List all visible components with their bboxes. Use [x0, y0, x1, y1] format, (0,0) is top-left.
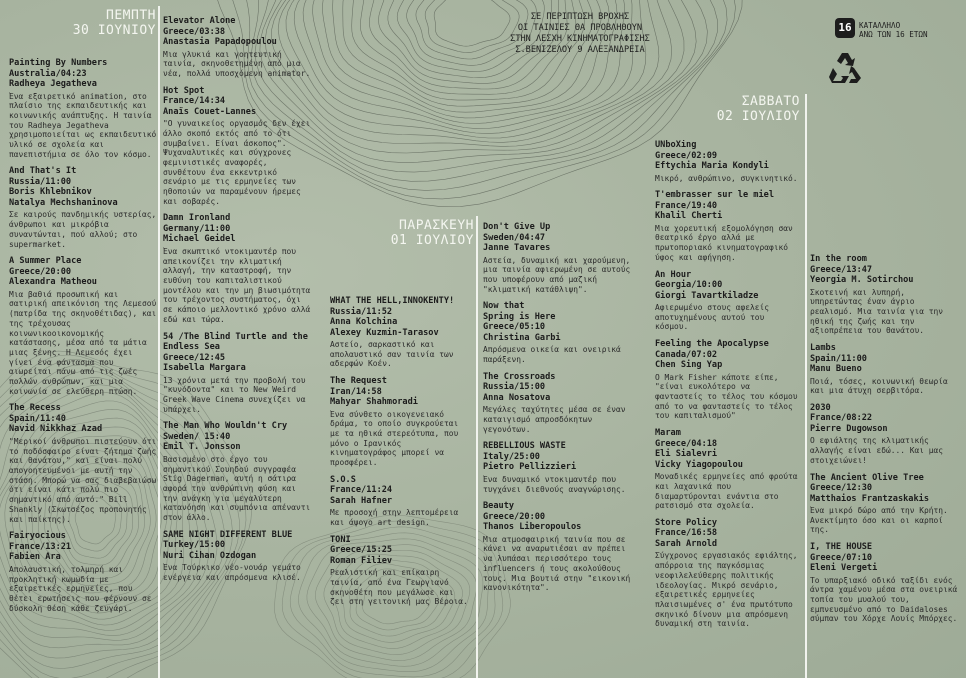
film-title: Beauty: [483, 501, 515, 512]
film-entry: [330, 535, 472, 607]
film-title: 2030: [810, 402, 831, 413]
film-title: REBELLIOUS WASTE: [483, 441, 566, 452]
film-entry: [163, 213, 313, 324]
film-meta: Spain/11:40: [9, 413, 66, 424]
film-director: Fabien Ara: [9, 552, 61, 563]
film-meta: Canada/07:02: [655, 349, 718, 360]
film-description: Το υπαρξιακό οδικό ταξίδι ενός άντρα χαμένου μέσα στα ονειρικά τοπία του μυαλού του, εμπνευσμένο από το Daidaloses σύμπαν του Χόρχε Λουίς Μπόρχες.: [810, 575, 958, 624]
film-director: Yeorgia M. Sotirchou: [810, 275, 914, 285]
day-name: ΣΑΒΒΑΤΟ: [741, 94, 800, 109]
film-description: Απολαυστική, τολμηρή και προκλητική κωμωδία με εξαιρετικές ερμηνείες, που θέτει ερωτήσεις που φέρνουν σε δύσκολη θέση κάθε ζευγάρι.: [9, 564, 152, 613]
film-meta: Greece/04:18: [655, 438, 718, 449]
film-description: Ένα σκωπτικό ντοκιμαντέρ που απεικονίζει την κλιματική αλλαγή, την καταστροφή, την ευθύνη του καπιταλιστικού μοντέλου και την μη βιωσιμότητα του τρέχοντος συστήματος, όχι σε κάποιο μελλοντικό χρόνο αλλά εδώ και τώρα.: [163, 246, 311, 324]
film-entry: [655, 518, 800, 629]
notice-line: ΟΙ ΤΑΙΝΙΕΣ ΘΑ ΠΡΟΒΛΗΘΟΥΝ: [517, 23, 643, 33]
column-thursday-left: [9, 58, 157, 678]
film-entry: [483, 222, 633, 294]
film-meta: Australia/04:23: [9, 68, 87, 79]
film-meta: Greece/12:45: [163, 352, 226, 363]
film-director: Chen Sing Yap: [655, 360, 723, 371]
film-meta: Iran/14:58: [330, 386, 382, 397]
film-description: Αφιερωμένο στους αφελείς αποτυχημένους αυτού του κόσμου.: [655, 303, 770, 332]
film-meta: Turkey/15:00: [163, 540, 226, 551]
film-meta: Italy/25:00: [483, 451, 540, 462]
film-title: The Recess: [9, 403, 61, 414]
recycle-icon: [828, 50, 862, 84]
age-rating-text: [859, 21, 966, 39]
film-description: Μια βαθιά προσωπική και σατιρική απεικόνιση της Λεμεσού (πατρίδα της σκηνοθέτιδας), και της τρέχουσας κοινωνικοοικονομικής κατάστασης, μέσα από τα μάτια μιας ξένης. Η Λεμεσός έχει γίνει ένα φάντασμα που αιωρείται πάνω από τις ζωές πολλών ανθρώπων, και μια κοινωνία σε ελεύθερη πτώση.: [9, 289, 157, 396]
film-description: Σε καιρούς πανδημικής υστερίας, άνθρωποι και μικρόβια συναντώνται, πού αλλού; στο supermarket.: [9, 210, 157, 249]
film-description: Σύγχρονος εργασιακός εφιάλτης, απόρροια της παγκόσμιας νεοφιλελεύθερης πολιτικής ιδεολογίας. Μικρό σενάριο, εξαιρετικές ερμηνείες πλαισιωμένες σ' ένα πρωτότυπο σκηνικό δίνουν μια απρόσμενη δυναμική στη ταινία.: [655, 551, 798, 629]
divider-saturday: [805, 94, 807, 678]
film-director: Sarah Arnold: [655, 538, 718, 549]
film-director: Matthaios Frantzaskakis: [810, 493, 929, 504]
film-description: Αστείο, σαρκαστικό και απολαυστικό σαν ταινία των αδερφών Κοέν.: [330, 340, 454, 369]
film-entry: [163, 530, 313, 583]
age-rating-badge: 16: [835, 18, 855, 38]
film-title: In the room: [810, 254, 867, 264]
film-description: Ένα εξαιρετικό animation, στο πλαίσιο της εκπαιδευτικής και κοινωνικής ανάπτυξης. Η ταινία του Radheya Jegatheva χρησιμοποιείται ως εκπαιδευτικό υλικό σε σχολεία και πανεπιστήμια σε όλο τον κόσμο.: [9, 91, 157, 159]
film-director: Mahyar Shahmoradi: [330, 397, 418, 408]
film-title: A Summer Place: [9, 256, 82, 267]
film-director: Eftychia Maria Kondyli: [655, 161, 769, 171]
film-meta: France/13:21: [9, 541, 72, 552]
film-entry: [655, 428, 800, 511]
notice-line: ΣΕ ΠΕΡΙΠΤΩΣΗ ΒΡΟΧΗΣ: [530, 12, 630, 22]
film-meta: France/19:40: [655, 200, 718, 211]
film-director: Pietro Pellizzieri: [483, 462, 577, 473]
film-description: Μικρό, ανθρώπινο, συγκινητικό.: [655, 173, 798, 183]
column-saturday-right: [810, 254, 962, 678]
film-title: Elevator Alone: [163, 16, 236, 26]
film-title: And That's It: [9, 166, 77, 177]
film-meta: Russia/11:52: [330, 306, 393, 317]
film-director: Janne Tavares: [483, 243, 551, 253]
film-entry: [9, 58, 157, 159]
film-meta: Russia/11:00: [9, 176, 72, 187]
film-meta: Sweden/ 15:40: [163, 431, 231, 442]
age-rating-line: ΑΝΩ ΤΩΝ 16 ΕΤΩΝ: [859, 30, 928, 39]
film-entry: [655, 190, 800, 262]
film-director: Manu Bueno: [810, 364, 862, 375]
film-title: WHAT THE HELL,INNOKENTY!: [330, 296, 455, 306]
film-director: Anna Nosatova: [483, 392, 551, 403]
film-director: Nuri Cihan Ozdogan: [163, 550, 257, 561]
film-meta: France/08:22: [810, 413, 873, 424]
column-thursday-right: [163, 16, 313, 678]
film-meta: Greece/20:00: [483, 511, 546, 522]
film-description: Ένα δυναμικό ντοκιμαντέρ που τυγχάνει διεθνούς αναγνώρισης.: [483, 474, 626, 494]
film-meta: Greece/03:38: [163, 26, 226, 37]
film-title: SAME NIGHT DIFFERENT BLUE: [163, 529, 293, 540]
film-description: "Μερικοί άνθρωποι πιστεύουν ότι το ποδόσφαιρο είναι ζήτημα ζωής και θανάτου," και είναι πολύ απογοητευμένοι με αυτή την στάση. Μπορώ να σας διαβεβαιώσω ότι είναι κάτι πολύ πιο σημαντικό από αυτό." Bill Shankly (Σκωτσέζος προπονητής και παίκτης).: [9, 436, 157, 524]
film-entry: [163, 332, 313, 415]
film-director: Anastasia Papadopoulou: [163, 37, 277, 47]
film-meta: Spain/11:00: [810, 353, 867, 364]
film-description: Ένα Τούρκικο νέο-νουάρ γεμάτο ενέργεια και απρόσμενα κλισέ.: [163, 563, 301, 582]
column-friday-right: [483, 222, 633, 678]
film-title: An Hour: [655, 269, 692, 280]
film-entry: [810, 254, 962, 336]
film-entry: [163, 86, 313, 207]
film-entry: [330, 296, 472, 369]
film-director: Pierre Dugowson: [810, 423, 888, 434]
film-title: Damn Ironland: [163, 213, 231, 224]
notice-line: Σ.ΒΕΝΙΖΕΛΟΥ 9 ΑΛΕΞΑΝΔΡΕΙΑ: [515, 45, 645, 55]
film-meta: Sweden/04:47: [483, 232, 546, 243]
film-entry: [810, 542, 962, 624]
film-meta: France/11:24: [330, 485, 393, 496]
film-title: Maram: [655, 428, 681, 439]
film-entry: [9, 256, 157, 396]
film-director: Michael Geidel: [163, 234, 236, 245]
film-description: Απρόσμενα οικεία και ονειρικά παράξενη.: [483, 345, 621, 365]
film-entry: [483, 501, 633, 593]
film-director: Navid Nikkhaz Azad: [9, 424, 103, 435]
film-director: Sarah Hafner: [330, 495, 393, 506]
film-director: Anaïs Couet-Lannes: [163, 106, 257, 117]
film-description: Ποιά, τόσες, κοινωνική θεωρία και μια άτυχη σερβιτόρα.: [810, 376, 948, 396]
film-entry: [655, 140, 800, 183]
film-description: Μια ατμοσφαιρική ταινία που σε κάνει να αναρωτιέσαι αν πρέπει να λυπάσαι περισσότερο τους influencers ή τους ακολούθους τους. Μια βουτιά στην "εικονική κανονικότητα".: [483, 534, 631, 593]
day-name: ΠΕΜΠΤΗ: [106, 8, 156, 23]
film-entry: [330, 376, 472, 468]
film-director: Roman Filiev: [330, 555, 393, 566]
film-title: Store Policy: [655, 517, 718, 528]
film-entry: [9, 531, 157, 613]
film-director: Emil T. Jonsson: [163, 442, 241, 453]
film-director: Boris Khlebnikov Natalya Mechshaninova: [9, 187, 118, 208]
film-title: 54 /The Blind Turtle and the Endless Sea: [163, 331, 308, 353]
day-date: 02 ΙΟΥΛΙΟΥ: [716, 109, 800, 124]
film-entry: [9, 403, 157, 524]
film-director: Christina Garbi: [483, 332, 561, 343]
film-title: S.O.S: [330, 474, 356, 485]
column-saturday-left: [655, 140, 800, 678]
day-name: ΠΑΡΑΣΚΕΥΗ: [399, 218, 474, 233]
film-description: Μοναδικές ερμηνείες από φρούτα και λαχανικά που διαμαρτύρονται ενάντια στο ρατσισμό στα σχολεία.: [655, 472, 798, 511]
film-description: Μια χορευτική εξομολόγηση σαν θεατρικό έργο αλλά με πρωτοποριακό κινηματογραφικό ύφος και αφήγηση.: [655, 223, 793, 262]
film-title: Hot Spot: [163, 85, 205, 96]
film-title: Don't Give Up: [483, 222, 551, 232]
day-date: 01 ΙΟΥΛΙΟΥ: [390, 233, 474, 248]
film-title: Painting By Numbers: [9, 58, 108, 68]
film-entry: [655, 339, 800, 421]
film-description: Αστεία, δυναμική και χαρούμενη, μια ταινία αφιερωμένη σε αυτούς που υποφέρουν από μαζική "κλιματική κατάθλιψη".: [483, 255, 631, 294]
film-meta: Greece/20:00: [9, 266, 72, 277]
film-description: Ρεαλιστική και επίκαιρη ταινία, από ένα Γεωργιανό σκηνοθέτη που μεγάλωσε και ζει στη γειτονική μας Βέροια.: [330, 568, 468, 607]
film-entry: [483, 301, 633, 364]
film-entry: [810, 343, 962, 396]
film-meta: France/14:34: [163, 96, 226, 107]
film-meta: Russia/15:00: [483, 382, 546, 393]
film-description: Με προσοχή στην λεπτομέρεια και άψογο art design.: [330, 508, 459, 528]
divider-thursday: [158, 6, 160, 678]
day-header-thursday: [20, 8, 156, 38]
film-meta: Greece/13:47: [810, 264, 873, 275]
column-friday-left: [330, 296, 472, 678]
film-description: Ο Mark Fisher κάποτε είπε, "είναι ευκολότερο να φανταστείς το τέλος του κόσμου από το να φανταστείς το τέλος του καπιταλισμού": [655, 372, 798, 421]
film-meta: Greece/07:10: [810, 552, 873, 563]
film-director: Eli Sialevri Vicky Yiagopoulou: [655, 449, 743, 470]
film-description: Ο εφιάλτης της κλιματικής αλλαγής είναι εδώ... Και μας στοιχειώνει!: [810, 436, 944, 465]
film-director: Alexandra Matheou: [9, 277, 97, 288]
film-description: "Ο γυναικείος οργασμός δεν έχει άλλο σκοπό εκτός από το ότι συμβαίνει. Είναι άσκοπος". Ψυχαναλυτικές και σύγχρονες φεμινιστικές αναφορές, συνθέτουν ένα εκκεντρικό σενάριο με τις ερμηνείες των ηθοποιών να παραμένουν ήρεμες και σοβαρές.: [163, 119, 311, 206]
film-entry: [163, 421, 313, 522]
film-title: I, THE HOUSE: [810, 542, 873, 553]
film-entry: [483, 441, 633, 494]
film-description: 13 χρόνια μετά την προβολή του "κυνόδοντα" και το New Weird Greek Wave Cinema συνεχίζει να υπάρχει.: [163, 375, 306, 414]
film-description: Σκοτεινή και λυπηρή, υπηρετώντας έναν άγριο ρεαλισμό. Μια ταινία για την ηθική της ζωής και την αξιοπρέπεια του θανάτου.: [810, 287, 944, 336]
film-director: Khalil Cherti: [655, 211, 723, 222]
film-entry: [483, 372, 633, 435]
film-title: Feeling the Apocalypse: [655, 339, 769, 350]
film-entry: [330, 475, 472, 528]
film-title: The Request: [330, 376, 387, 387]
film-meta: Greece/15:25: [330, 545, 393, 556]
film-meta: Germany/11:00: [163, 223, 231, 234]
film-description: Ένα μικρό δώρο από την Κρήτη. Ανεκτίμητο όσο και οι καρποί της.: [810, 506, 948, 535]
film-title: Lambs: [810, 343, 836, 354]
age-rating-line: ΚΑΤΑΛΛΗΛΟ: [859, 21, 901, 30]
film-title: T'embrasser sur le miel: [655, 190, 774, 201]
film-description: Ένα σύνθετο οικογενειακό δράμα, το οποίο συγκρούεται με τα ηθικά στερεότυπα, που μόνο ο Ιρανικός κινηματογράφος μπορεί να προσφέρει.: [330, 409, 459, 468]
film-entry: [9, 166, 157, 249]
film-entry: [810, 473, 962, 536]
film-director: Anna Kolchina Alexey Kuzmin-Tarasov: [330, 317, 439, 338]
film-title: The Ancient Olive Tree: [810, 472, 924, 483]
film-entry: [810, 403, 962, 466]
film-meta: Greece/05:10: [483, 322, 546, 333]
film-description: Βασισμένο στο έργο του σημαντικού Σουηδού συγγραφέα Stig Dagerman, αυτή η σάτιρα αφορά την ανθρώπινη φύση και την ανάγκη για μεγαλύτερη κατανόηση και συμπόνια απέναντι στον άλλο.: [163, 454, 311, 523]
film-director: Isabella Margara: [163, 363, 246, 374]
film-meta: Georgia/10:00: [655, 280, 723, 291]
film-meta: Greece/12:30: [810, 483, 873, 494]
notice-line: ΣΤΗΝ ΛΕΣΧΗ ΚΙΝΗΜΑΤΟΓΡΑΦΙΣΗΣ: [510, 34, 650, 44]
film-title: TONI: [330, 534, 351, 545]
rain-notice: [476, 12, 684, 56]
film-director: Giorgi Tavartkiladze: [655, 290, 759, 301]
film-description: Μια γλυκιά και γοητευτική ταινία, σκηνοθετημένη από μια νέα, πολλά υποσχόμενη animator.: [163, 49, 311, 78]
film-director: Radheya Jegatheva: [9, 79, 97, 89]
film-title: The Crossroads: [483, 371, 556, 382]
film-title: The Man Who Wouldn't Cry: [163, 421, 288, 432]
film-director: Eleni Vergeti: [810, 563, 878, 574]
divider-friday: [476, 216, 478, 678]
day-date: 30 ΙΟΥΝΙΟΥ: [72, 23, 156, 38]
film-director: Thanos Liberopoulos: [483, 522, 582, 533]
day-header-saturday: [660, 94, 800, 124]
film-description: Μεγάλες ταχύτητες μέσα σε έναν καταιγισμό απροσδόκητων γεγονότων.: [483, 405, 626, 434]
film-title: UNboXing: [655, 140, 697, 150]
film-entry: [163, 16, 313, 79]
film-meta: Greece/02:09: [655, 150, 718, 161]
day-header-friday: [330, 218, 474, 248]
film-title: Now that Spring is Here: [483, 301, 556, 322]
film-title: Fairyocious: [9, 531, 66, 542]
film-meta: France/16:58: [655, 528, 718, 539]
film-entry: [655, 270, 800, 333]
